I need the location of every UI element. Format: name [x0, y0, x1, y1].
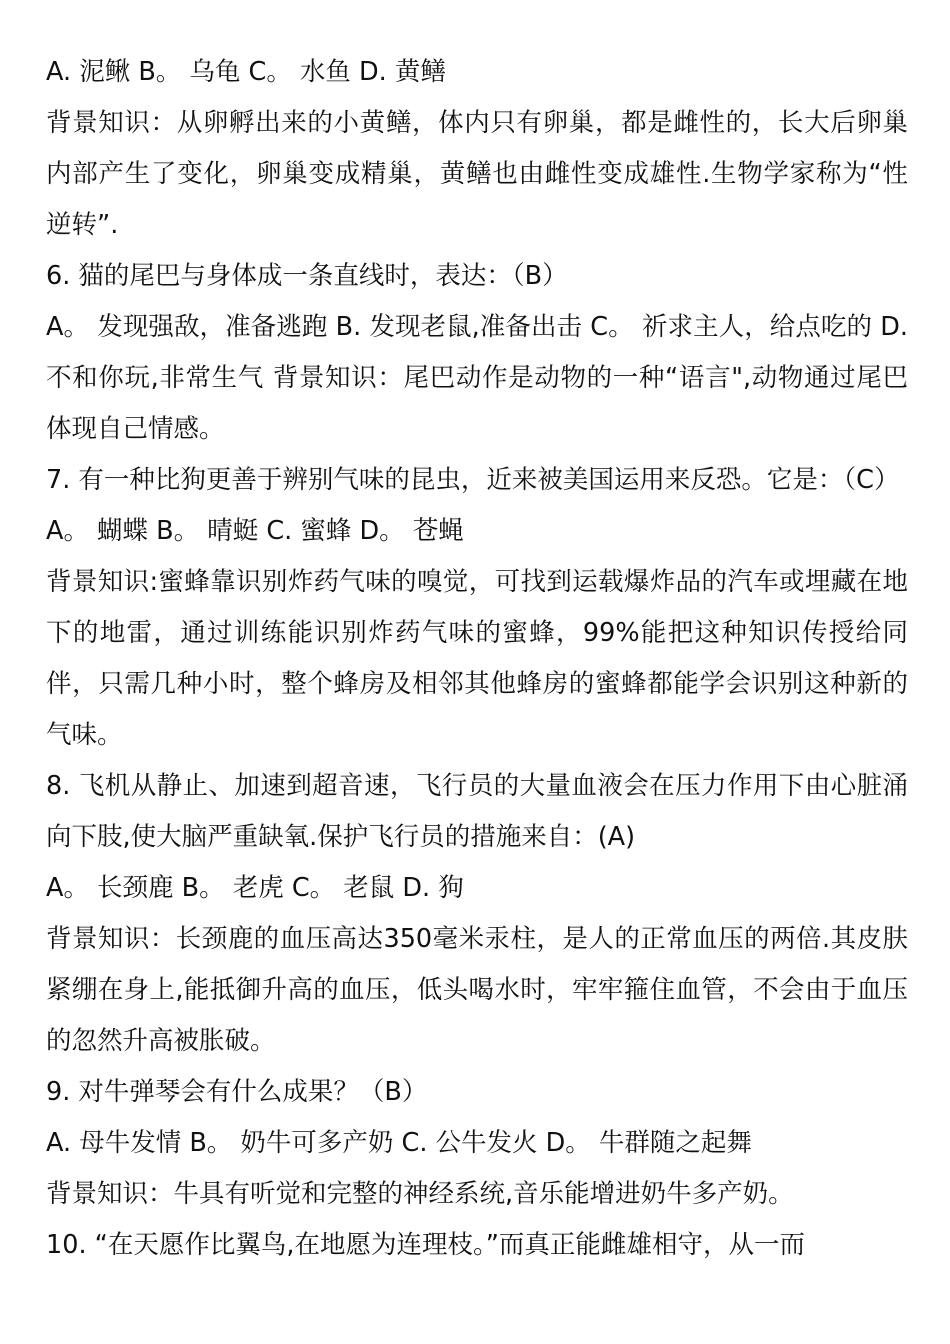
q9-question: 9. 对牛弹琴会有什么成果？（B）: [46, 1077, 428, 1107]
q7-question: 7. 有一种比狗更善于辨别气味的昆虫，近来被美国运用来反恐。它是：（C）: [46, 465, 900, 495]
q7-options: A。 蝴蝶 B。 晴蜓 C. 蜜蜂 D。 苍蝇: [46, 516, 464, 546]
q8-question: 8. 飞机从静止、加速到超音速，飞行员的大量血液会在压力作用下由心脏涌向下肢,使大脑严重缺氧.保护飞行员的措施来自：(A): [46, 771, 908, 852]
document-page: [46, 47, 908, 1271]
q5-background: 背景知识：从卵孵出来的小黄鳝，体内只有卵巢，都是雌性的，长大后卵巢内部产生了变化，卵巢变成精巢，黄鳝也由雌性变成雄性.生物学家称为“性逆转”.: [46, 108, 908, 240]
q5-options: A. 泥鳅 B。 乌龟 C。 水鱼 D. 黄鳝: [46, 57, 446, 87]
q7-background: 背景知识:蜜蜂靠识别炸药气味的嗅觉，可找到运载爆炸品的汽车或埋藏在地下的地雷，通过训练能识别炸药气味的蜜蜂，99%能把这种知识传授给同伴，只需几种小时，整个蜂房及相邻其他蜂房的蜜蜂都能学会识别这种新的气味。: [46, 567, 908, 750]
q8-background: 背景知识：长颈鹿的血压高达350毫米汞柱，是人的正常血压的两倍.其皮肤紧绷在身上,能抵御升高的血压，低头喝水时，牢牢箍住血管，不会由于血压的忽然升高被胀破。: [46, 924, 908, 1056]
q9-background: 背景知识：牛具有听觉和完整的神经系统,音乐能增进奶牛多产奶。: [46, 1179, 794, 1209]
q9-options: A. 母牛发情 B。 奶牛可多产奶 C. 公牛发火 D。 牛群随之起舞: [46, 1128, 752, 1158]
q6-question: 6. 猫的尾巴与身体成一条直线时，表达：（B）: [46, 261, 568, 291]
q10-question: 10. “在天愿作比翼鸟,在地愿为连理枝。”而真正能雌雄相守，从一而: [46, 1230, 805, 1260]
q8-options: A。 长颈鹿 B。 老虎 C。 老鼠 D. 狗: [46, 873, 464, 903]
q6-options-and-background: A。 发现强敌，准备逃跑 B. 发现老鼠,准备出击 C。 祈求主人，给点吃的 D. 不和你玩,非常生气 背景知识：尾巴动作是动物的一种“语言",动物通过尾巴体现自己情感。: [46, 312, 908, 444]
